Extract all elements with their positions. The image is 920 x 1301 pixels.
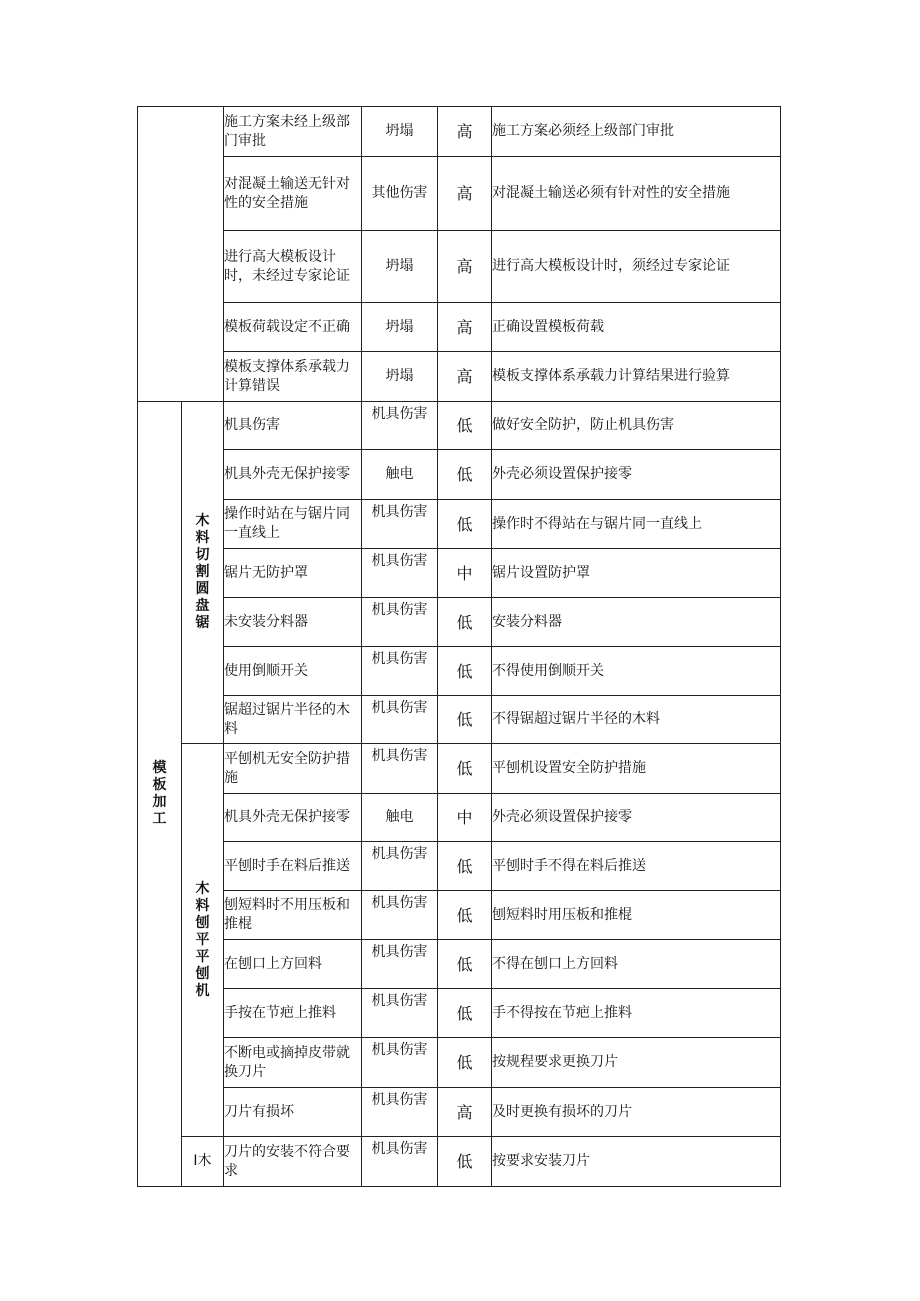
hazard-cell: 锯片无防护罩: [224, 549, 362, 598]
table-row: [138, 794, 781, 842]
risk-level-cell: 中: [438, 549, 492, 598]
table-row: [138, 1088, 781, 1137]
risk-level-cell: 中: [438, 794, 492, 842]
accident-type-cell: 机具伤害: [362, 1088, 438, 1137]
accident-type-cell: 机具伤害: [362, 1038, 438, 1088]
hazard-cell: 模板荷载设定不正确: [224, 303, 362, 352]
hazard-cell: 手按在节疤上推料: [224, 989, 362, 1038]
risk-level-cell: 高: [438, 107, 492, 157]
risk-level-cell: 低: [438, 402, 492, 450]
accident-type-cell: 机具伤害: [362, 891, 438, 940]
hazard-cell: 锯超过锯片半径的木料: [224, 696, 362, 744]
risk-level-cell: 低: [438, 989, 492, 1038]
risk-level-cell: 低: [438, 598, 492, 647]
measure-cell: 模板支撑体系承载力计算结果进行验算: [492, 352, 781, 402]
accident-type-cell: 机具伤害: [362, 500, 438, 549]
subcategory-label-saw: 木料切割圆盘锯: [195, 513, 210, 631]
measure-cell: 锯片设置防护罩: [492, 549, 781, 598]
hazard-cell: 施工方案未经上级部门审批: [224, 107, 362, 157]
risk-level-cell: 低: [438, 696, 492, 744]
accident-type-cell: 机具伤害: [362, 402, 438, 450]
risk-level-cell: 低: [438, 450, 492, 500]
accident-type-cell: 机具伤害: [362, 696, 438, 744]
category-cell-main: [138, 402, 182, 1187]
accident-type-cell: 坍塌: [362, 107, 438, 157]
hazard-cell: 在刨口上方回料: [224, 940, 362, 989]
hazard-cell: 机具外壳无保护接零: [224, 794, 362, 842]
category-label-main: 模板加工: [152, 760, 167, 827]
risk-level-cell: 低: [438, 940, 492, 989]
accident-type-cell: 触电: [362, 794, 438, 842]
table-row: [138, 598, 781, 647]
subcategory-cell-planer: [182, 744, 224, 1137]
measure-cell: 平刨机设置安全防护措施: [492, 744, 781, 794]
accident-type-cell: 机具伤害: [362, 744, 438, 794]
risk-level-cell: 高: [438, 1088, 492, 1137]
table-row: [138, 450, 781, 500]
accident-type-cell: 坍塌: [362, 303, 438, 352]
risk-level-cell: 高: [438, 157, 492, 231]
hazard-cell: 机具伤害: [224, 402, 362, 450]
table-row: [138, 303, 781, 352]
hazard-cell: 不断电或摘掉皮带就换刀片: [224, 1038, 362, 1088]
measure-cell: 不得锯超过锯片半径的木料: [492, 696, 781, 744]
table-row: [138, 696, 781, 744]
accident-type-cell: 机具伤害: [362, 598, 438, 647]
table-row: [138, 1038, 781, 1088]
risk-level-cell: 高: [438, 303, 492, 352]
risk-level-cell: 低: [438, 647, 492, 696]
hazard-cell: 操作时站在与锯片同一直线上: [224, 500, 362, 549]
table-row: [138, 107, 781, 157]
table-row: [138, 647, 781, 696]
accident-type-cell: 触电: [362, 450, 438, 500]
measure-cell: 对混凝土输送必须有针对性的安全措施: [492, 157, 781, 231]
table-row: [138, 157, 781, 231]
table-row: [138, 1137, 781, 1187]
table-row: [138, 989, 781, 1038]
hazard-cell: 进行高大模板设计时，未经过专家论证: [224, 231, 362, 303]
risk-level-cell: 低: [438, 1137, 492, 1187]
measure-cell: 安装分料器: [492, 598, 781, 647]
measure-cell: 不得使用倒顺开关: [492, 647, 781, 696]
accident-type-cell: 机具伤害: [362, 1137, 438, 1187]
table-row: [138, 744, 781, 794]
risk-level-cell: 低: [438, 842, 492, 891]
measure-cell: 按要求安装刀片: [492, 1137, 781, 1187]
accident-type-cell: 其他伤害: [362, 157, 438, 231]
hazard-cell: 刀片有损坏: [224, 1088, 362, 1137]
table-row: [138, 231, 781, 303]
table-row: [138, 402, 781, 450]
measure-cell: 按规程要求更换刀片: [492, 1038, 781, 1088]
accident-type-cell: 机具伤害: [362, 989, 438, 1038]
measure-cell: 施工方案必须经上级部门审批: [492, 107, 781, 157]
subcategory-cell-saw: [182, 402, 224, 744]
measure-cell: 平刨时手不得在料后推送: [492, 842, 781, 891]
risk-level-cell: 高: [438, 352, 492, 402]
risk-level-cell: 低: [438, 1038, 492, 1088]
hazard-cell: 对混凝土输送无针对性的安全措施: [224, 157, 362, 231]
accident-type-cell: 机具伤害: [362, 647, 438, 696]
measure-cell: 外壳必须设置保护接零: [492, 450, 781, 500]
hazard-cell: 平刨机无安全防护措施: [224, 744, 362, 794]
measure-cell: 手不得按在节疤上推料: [492, 989, 781, 1038]
accident-type-cell: 坍塌: [362, 352, 438, 402]
hazard-cell: 刨短料时不用压板和推棍: [224, 891, 362, 940]
measure-cell: 刨短料时用压板和推棍: [492, 891, 781, 940]
hazard-cell: 机具外壳无保护接零: [224, 450, 362, 500]
category-cell-empty: [138, 107, 224, 402]
accident-type-cell: 机具伤害: [362, 842, 438, 891]
measure-cell: 外壳必须设置保护接零: [492, 794, 781, 842]
hazard-cell: 刀片的安装不符合要求: [224, 1137, 362, 1187]
risk-level-cell: 低: [438, 500, 492, 549]
subcategory-cell-last: I木: [182, 1137, 224, 1187]
table-row: [138, 940, 781, 989]
measure-cell: 不得在刨口上方回料: [492, 940, 781, 989]
hazard-cell: 使用倒顺开关: [224, 647, 362, 696]
risk-level-cell: 高: [438, 231, 492, 303]
table-row: [138, 352, 781, 402]
table-row: [138, 842, 781, 891]
subcategory-label-planer: 木料刨平平刨机: [195, 880, 210, 999]
measure-cell: 正确设置模板荷载: [492, 303, 781, 352]
accident-type-cell: 机具伤害: [362, 549, 438, 598]
table-row: [138, 500, 781, 549]
measure-cell: 操作时不得站在与锯片同一直线上: [492, 500, 781, 549]
measure-cell: 及时更换有损坏的刀片: [492, 1088, 781, 1137]
risk-level-cell: 低: [438, 744, 492, 794]
hazard-table: [137, 106, 781, 1187]
table-row: [138, 891, 781, 940]
accident-type-cell: 坍塌: [362, 231, 438, 303]
risk-level-cell: 低: [438, 891, 492, 940]
table-row: [138, 549, 781, 598]
hazard-cell: 平刨时手在料后推送: [224, 842, 362, 891]
measure-cell: 做好安全防护，防止机具伤害: [492, 402, 781, 450]
hazard-cell: 模板支撑体系承载力计算错误: [224, 352, 362, 402]
measure-cell: 进行高大模板设计时，须经过专家论证: [492, 231, 781, 303]
hazard-cell: 未安装分料器: [224, 598, 362, 647]
accident-type-cell: 机具伤害: [362, 940, 438, 989]
